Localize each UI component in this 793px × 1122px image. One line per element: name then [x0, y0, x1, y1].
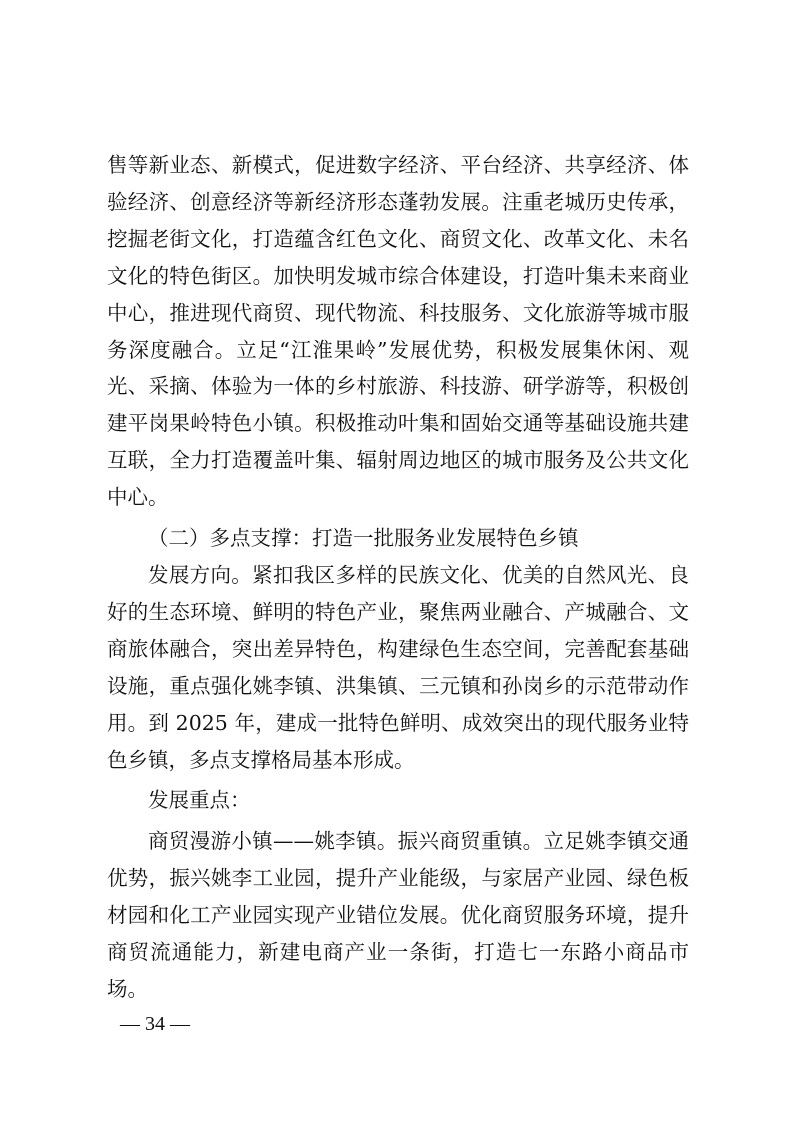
paragraph-development-focus-label: 发展重点： [148, 788, 251, 813]
paragraph-yaoli-town: 商贸漫游小镇——姚李镇。振兴商贸重镇。立足姚李镇交通优势，振兴姚李工业园，提升产业能级，与家居产业园、绿色板材园和化工产业园实现产业错位发展。优化商贸服务环境，提升商贸流通能力，新建电商产业一条街，打造七一东路小商品市场。 [107, 829, 689, 1001]
document-body [107, 147, 689, 1008]
paragraph-development-direction: 发展方向。紧扣我区多样的民族文化、优美的自然风光、良好的生态环境、鲜明的特色产业，聚焦两业融合、产城融合、文商旅体融合，突出差异特色，构建绿色生态空间，完善配套基础设施，重点强化姚李镇、洪集镇、三元镇和孙岗乡的示范带动作用。到 2025 年，建成一批特色鲜明、成效突出的现代服务业特色乡镇，多点支撑格局基本形成。 [107, 562, 689, 772]
section-heading: （二）多点支撑：打造一批服务业发展特色乡镇 [148, 526, 579, 551]
paragraph-continuation: 售等新业态、新模式，促进数字经济、平台经济、共享经济、体验经济、创意经济等新经济形态蓬勃发展。注重老城历史传承，挖掘老街文化，打造蕴含红色文化、商贸文化、改革文化、未名文化的特色街区。加快明发城市综合体建设，打造叶集未来商业中心，推进现代商贸、现代物流、科技服务、文化旅游等城市服务深度融合。立足“江淮果岭”发展优势，积极发展集休闲、观光、采摘、体验为一体的乡村旅游、科技游、研学游等，积极创建平岗果岭特色小镇。积极推动叶集和固始交通等基础设施共建互联，全力打造覆盖叶集、辐射周边地区的城市服务及公共文化中心。 [107, 153, 689, 510]
page-number: — 34 — [120, 1013, 190, 1035]
